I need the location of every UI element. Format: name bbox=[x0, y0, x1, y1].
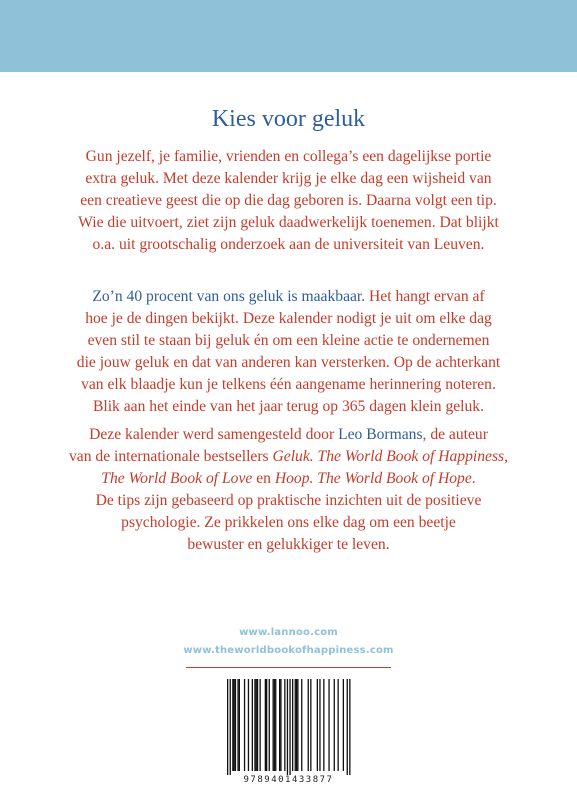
barcode-bar bbox=[266, 679, 267, 771]
text-fragment: en bbox=[252, 470, 275, 487]
barcode-bar bbox=[275, 679, 276, 771]
website-link-happiness[interactable]: www.theworldbookofhappiness.com bbox=[183, 645, 394, 656]
barcode-bar bbox=[273, 679, 274, 771]
barcode-bar bbox=[284, 679, 285, 771]
barcode-bar bbox=[338, 679, 339, 771]
barcode-bar bbox=[296, 679, 297, 771]
text-line: van elk blaadje kun je telkens één aangename herinnering noteren. bbox=[81, 376, 496, 393]
barcode-bar bbox=[343, 679, 344, 771]
barcode-bars bbox=[221, 677, 356, 775]
book-title: Hoop. The World Book of Hope bbox=[274, 470, 472, 487]
barcode-bar bbox=[274, 679, 275, 771]
barcode-bar bbox=[265, 679, 266, 771]
isbn-number: 9789401433877 bbox=[243, 775, 334, 785]
barcode-bar bbox=[234, 679, 235, 771]
text-line: hoe je de dingen bekijkt. Deze kalender nodigt je uit om elke dag bbox=[85, 310, 492, 327]
text-line: De tips zijn gebaseerd op praktische inzichten uit de positieve bbox=[95, 492, 482, 509]
text-line: een creatieve geest die op die dag geboren is. Daarna volgt een tip. bbox=[80, 192, 497, 209]
barcode-bar bbox=[317, 679, 318, 771]
barcode-bar bbox=[287, 679, 288, 775]
paragraph-maakbaar bbox=[0, 286, 577, 418]
text-line: bewuster en gelukkiger te leven. bbox=[187, 536, 390, 553]
barcode-bar bbox=[349, 679, 350, 775]
barcode-bar bbox=[279, 679, 280, 771]
barcode-bar bbox=[252, 679, 253, 771]
text-line bbox=[0, 424, 577, 446]
barcode-bar bbox=[323, 679, 324, 771]
barcode-bar bbox=[254, 679, 255, 771]
barcode-bar bbox=[334, 679, 335, 771]
text-line: Wie die uitvoert, ziet zijn geluk daadwerkelijk toenemen. Dat blijkt bbox=[78, 214, 499, 231]
highlight-text: Zo’n 40 procent van ons geluk is maakbaar. bbox=[92, 288, 366, 305]
barcode-bar bbox=[248, 679, 249, 771]
website-link-lannoo[interactable]: www.lannoo.com bbox=[239, 627, 338, 638]
page-title: Kies voor geluk bbox=[211, 106, 366, 132]
barcode-bar bbox=[301, 679, 302, 771]
text-line: extra geluk. Met deze kalender krijg je elke dag een wijsheid van bbox=[85, 170, 492, 187]
barcode-bar bbox=[260, 679, 261, 771]
barcode-bar bbox=[239, 679, 240, 771]
paragraph-author bbox=[0, 424, 577, 556]
text-line bbox=[0, 446, 577, 468]
barcode-bar bbox=[230, 679, 231, 775]
text-line bbox=[0, 286, 577, 308]
text-line: die jouw geluk en dat van anderen kan versterken. Op de achterkant bbox=[76, 354, 501, 371]
barcode-bar bbox=[232, 679, 233, 771]
text-line: Blik aan het einde van het jaar terug op 365 dagen klein geluk. bbox=[92, 398, 485, 415]
barcode-bar bbox=[280, 679, 281, 771]
barcode-bar bbox=[256, 679, 257, 771]
text-fragment: , bbox=[504, 448, 508, 465]
author-name: Leo Bormans bbox=[338, 426, 423, 443]
barcode bbox=[221, 677, 356, 788]
book-title: The World Book of Love bbox=[101, 470, 253, 487]
barcode-bar bbox=[269, 679, 270, 771]
barcode-bar bbox=[319, 679, 320, 771]
barcode-bar bbox=[235, 679, 236, 771]
text-line: Gun jezelf, je familie, vrienden en collega’s een dagelijkse portie bbox=[85, 148, 492, 165]
divider-line bbox=[186, 667, 391, 668]
barcode-bar bbox=[292, 679, 293, 771]
text-fragment: . bbox=[471, 470, 476, 487]
barcode-bar bbox=[295, 679, 296, 771]
book-title: Geluk. The World Book of Happiness bbox=[272, 448, 505, 465]
text-fragment: van de internationale bestsellers bbox=[69, 448, 273, 465]
barcode-bar bbox=[310, 679, 311, 771]
barcode-bar bbox=[227, 679, 228, 775]
text-fragment: Het hangt ervan af bbox=[365, 288, 485, 305]
text-fragment: , de auteur bbox=[422, 426, 488, 443]
barcode-bar bbox=[237, 679, 238, 771]
barcode-bar bbox=[347, 679, 348, 775]
text-line: o.a. uit grootschalig onderzoek aan de universiteit van Leuven. bbox=[92, 236, 485, 253]
text-line: even stil te staan bij geluk én om een kleine actie te ondernemen bbox=[87, 332, 490, 349]
text-line bbox=[0, 468, 577, 490]
paragraph-intro bbox=[0, 146, 577, 256]
text-line: psychologie. Ze prikkelen ons elke dag om een beetje bbox=[121, 514, 456, 531]
barcode-bar bbox=[244, 679, 245, 771]
barcode-bar bbox=[297, 679, 298, 771]
barcode-bar bbox=[308, 679, 309, 771]
barcode-bar bbox=[257, 679, 258, 771]
top-color-band bbox=[0, 0, 577, 72]
barcode-bar bbox=[289, 679, 290, 775]
text-fragment: Deze kalender werd samengesteld door bbox=[89, 426, 339, 443]
barcode-bar bbox=[328, 679, 329, 771]
